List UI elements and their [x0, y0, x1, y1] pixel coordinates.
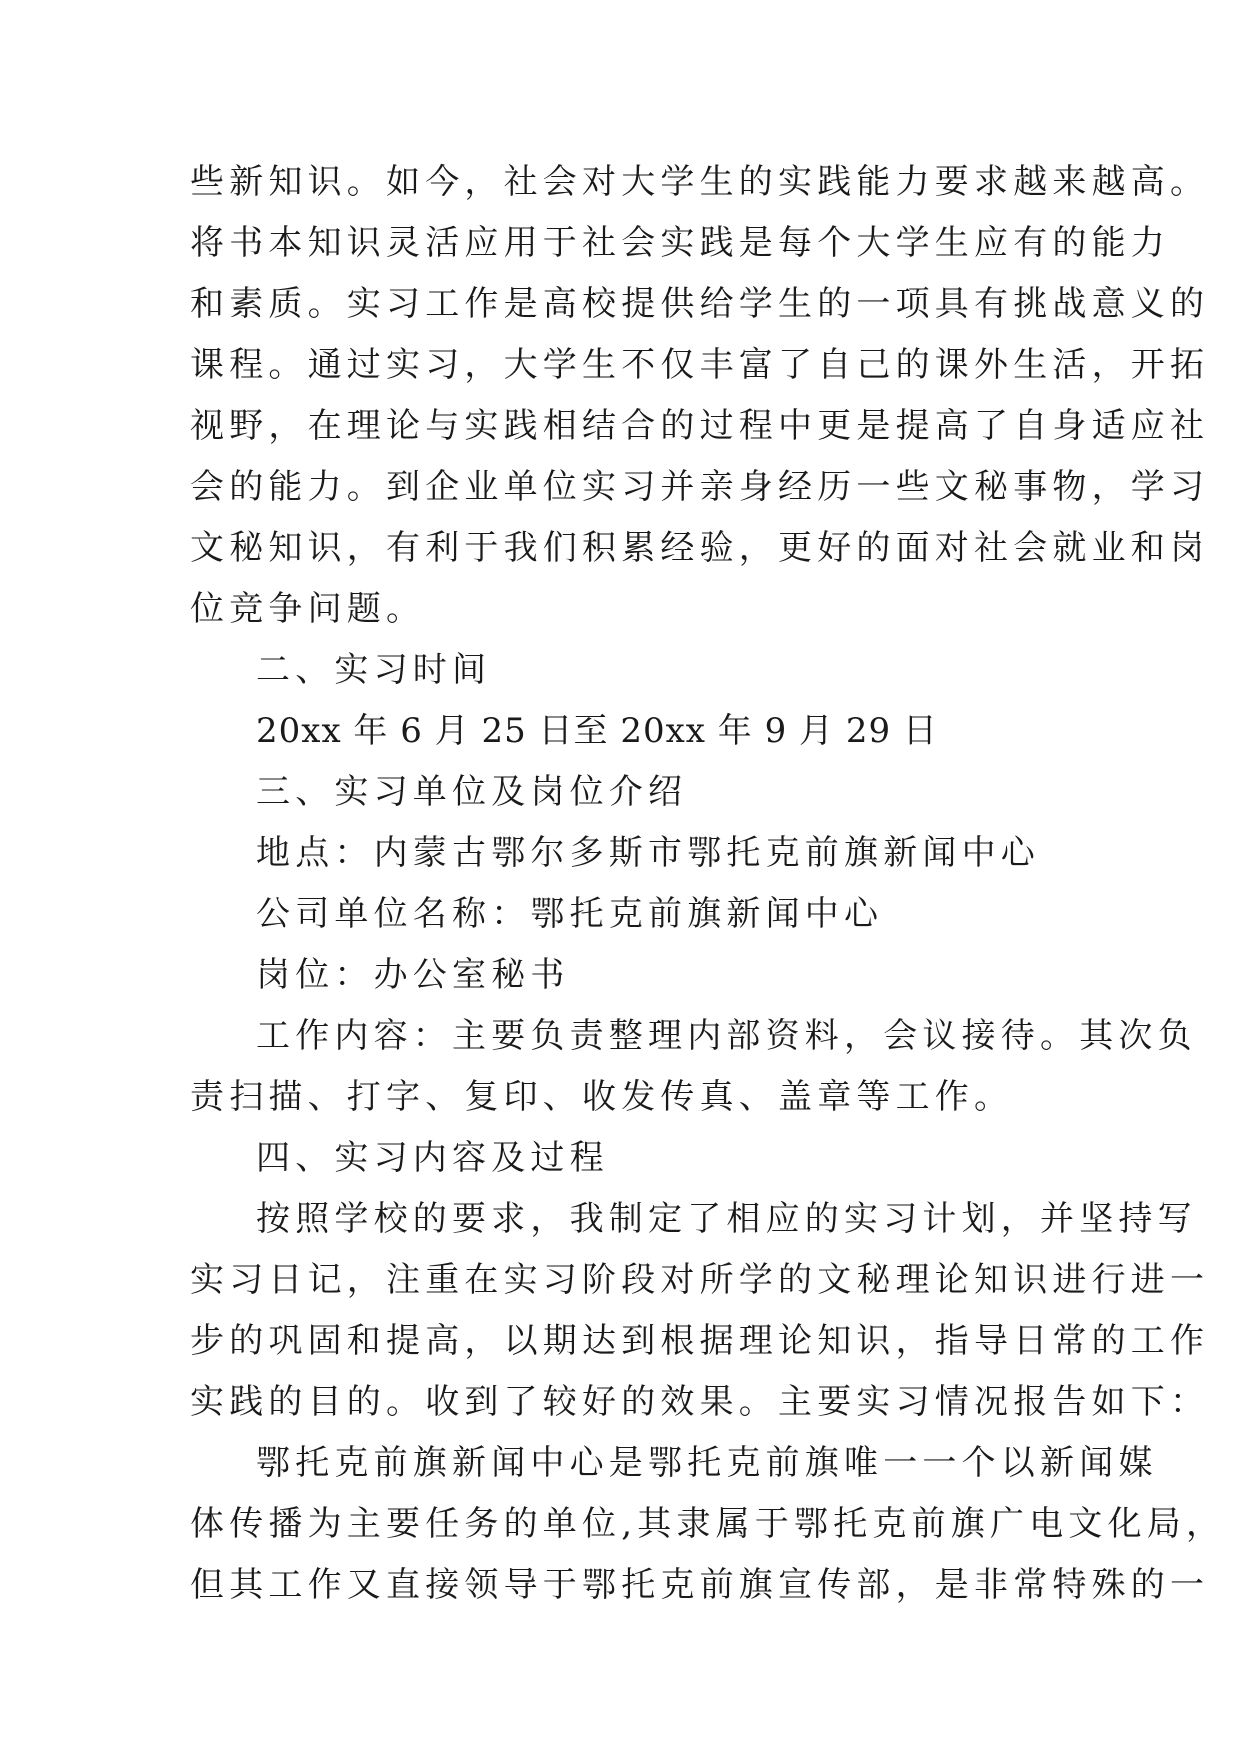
text-line-2: 将书本知识灵活应用于社会实践是每个大学生应有的能力	[190, 223, 1170, 263]
text-line-7: 文秘知识，有利于我们积累经验，更好的面对社会就业和岗	[190, 528, 1210, 568]
work-content-line-2: 责扫描、打字、复印、收发传真、盖章等工作。	[190, 1077, 1014, 1117]
section-heading-unit-and-position: 三、实习单位及岗位介绍	[256, 772, 688, 812]
text-line-21: 实践的目的。收到了较好的效果。主要实习情况报告如下：	[190, 1382, 1210, 1422]
text-line-23: 体传播为主要任务的单位,其隶属于鄂托克前旗广电文化局，	[190, 1504, 1226, 1544]
section-heading-content-and-process: 四、实习内容及过程	[256, 1138, 609, 1178]
text-line-4: 课程。通过实习，大学生不仅丰富了自己的课外生活，开拓	[190, 345, 1210, 385]
text-line-8: 位竞争问题。	[190, 589, 426, 629]
internship-date-range: 20xx 年 6 月 25 日至 20xx 年 9 月 29 日	[256, 711, 938, 751]
work-content-line-1: 工作内容：主要负责整理内部资料，会议接待。其次负	[256, 1016, 1197, 1056]
text-line-5: 视野，在理论与实践相结合的过程中更是提高了自身适应社	[190, 406, 1210, 446]
text-line-3: 和素质。实习工作是高校提供给学生的一项具有挑战意义的	[190, 284, 1210, 324]
section-heading-internship-time: 二、实习时间	[256, 650, 492, 690]
text-line-18: 按照学校的要求，我制定了相应的实习计划，并坚持写	[256, 1199, 1197, 1239]
text-line-19: 实习日记，注重在实习阶段对所学的文秘理论知识进行进一	[190, 1260, 1210, 1300]
text-line-22: 鄂托克前旗新闻中心是鄂托克前旗唯一一个以新闻媒	[256, 1443, 1158, 1483]
text-line-20: 步的巩固和提高，以期达到根据理论知识，指导日常的工作	[190, 1321, 1210, 1361]
company-name-line: 公司单位名称：鄂托克前旗新闻中心	[256, 894, 884, 934]
text-line-24: 但其工作又直接领导于鄂托克前旗宣传部，是非常特殊的一	[190, 1565, 1210, 1605]
text-line-6: 会的能力。到企业单位实习并亲身经历一些文秘事物，学习	[190, 467, 1210, 507]
position-line: 岗位：办公室秘书	[256, 955, 570, 995]
document-body	[190, 152, 1226, 1616]
location-line: 地点：内蒙古鄂尔多斯市鄂托克前旗新闻中心	[256, 833, 1040, 873]
text-line-1: 些新知识。如今，社会对大学生的实践能力要求越来越高。	[190, 162, 1210, 202]
